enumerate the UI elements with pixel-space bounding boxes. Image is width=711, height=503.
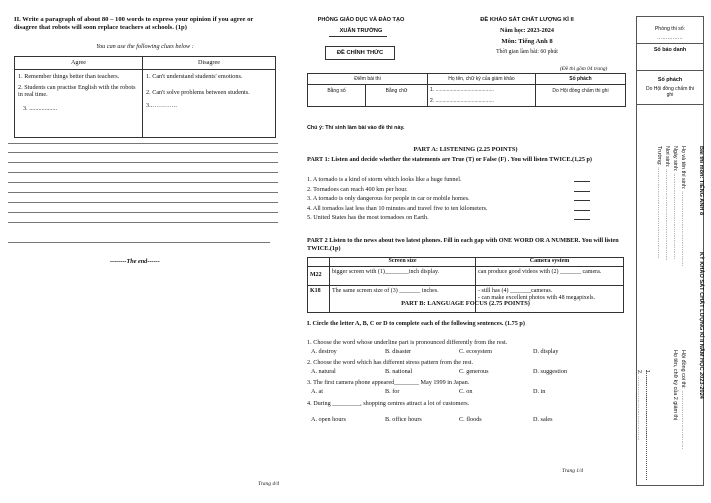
option[interactable]: A. natural: [311, 367, 336, 375]
statement: 4. All tornados last less than 10 minutes and travel five to ten kilometers.: [307, 204, 488, 212]
examiner-2[interactable]: 2. ..........................................: [430, 97, 494, 104]
disagree-item: 2. Can't solve problems between students.: [146, 88, 250, 96]
option[interactable]: D. in: [533, 387, 546, 395]
school-name: XUÂN TRƯỜNG: [339, 28, 383, 34]
model-label: K18: [308, 285, 330, 312]
option[interactable]: A. destroy: [311, 347, 337, 355]
examiner-1[interactable]: 1. ..........................................: [430, 87, 494, 94]
option[interactable]: D. suggestion: [533, 367, 568, 375]
option[interactable]: B. for: [385, 387, 400, 395]
option[interactable]: B. national: [385, 367, 413, 375]
proctor-label-vertical: Họ tên, chữ ký của 2 giám thị: [672, 350, 678, 421]
option[interactable]: C. generous: [459, 367, 489, 375]
department: PHÒNG GIÁO DỤC VÀ ĐÀO TẠO: [317, 17, 405, 23]
proctor-2-vertical[interactable]: 2. ………………………………: [636, 370, 642, 441]
score-words[interactable]: Bằng chữ: [366, 85, 428, 107]
disagree-header: Disagree: [143, 57, 276, 70]
school-year: Năm học: 2023-2024: [500, 27, 554, 34]
exam-time: Thời gian làm bài: 60 phút: [496, 49, 558, 55]
answer-blank[interactable]: [574, 186, 590, 192]
student-name-vertical[interactable]: Họ và tên thí sinh: ……………………………………: [680, 146, 686, 267]
subject-vertical: Bài thi môn: TIẾNG ANH 8: [698, 146, 704, 216]
clues-note: You can use the following clues below :: [96, 43, 194, 50]
statement: 5. United States has the most tornadoes on Earth.: [307, 214, 429, 221]
option[interactable]: A. at: [311, 387, 324, 395]
model-label: M22: [308, 266, 330, 285]
score-header: Điểm bài thi: [308, 74, 428, 85]
exam-title: ĐỀ KHẢO SÁT CHẤT LƯỢNG KÌ II: [480, 17, 574, 23]
examiner-header: Họ tên, chữ ký của giám khảo: [428, 74, 536, 85]
option[interactable]: D. sales: [533, 415, 553, 423]
dob-vertical[interactable]: Ngày sinh: …………………………………………: [672, 146, 678, 260]
question-4: [307, 400, 624, 425]
end-marker: --------The end------: [110, 258, 160, 265]
option[interactable]: C. on: [459, 387, 473, 395]
left-page-number: Trang 4/4: [258, 481, 280, 487]
screen-size-header: Screen size: [330, 258, 476, 267]
writing-line[interactable]: [8, 152, 278, 153]
part2-instructions: PART 2 Listen to the news about two latest phones. Fill in each gap with ONE WORD OR A NUMBER. You will listen TWICE.(1p): [307, 237, 619, 252]
writing-line[interactable]: [8, 202, 278, 203]
writing-line[interactable]: [8, 212, 278, 213]
option[interactable]: B. disaster: [385, 347, 412, 355]
council-vertical[interactable]: Hội đồng coi thi: ……………………………: [680, 350, 686, 450]
sophach-header: Số phách: [536, 74, 626, 85]
part-a-title: PART A: LISTENING (2.25 POINTS): [413, 146, 518, 153]
subject: Môn: Tiếng Anh 8: [501, 38, 553, 45]
instruction-text: Chú ý: Thí sinh làm bài vào đề thi này.: [307, 125, 405, 131]
question-text: 3. The first camera phone appeared________ May 1999 in Japan.: [307, 379, 470, 386]
screen-cell[interactable]: The same screen size of (3) _______ inches.: [330, 285, 476, 312]
option[interactable]: C. floods: [459, 415, 482, 423]
agree-item: 1. Remember things better than teachers.: [18, 72, 120, 80]
disagree-item: 1. Can't understand students' emotions.: [146, 72, 243, 80]
right-sophach: Số phách: [657, 77, 683, 83]
writing-section-title: II. Write a paragraph of about 80 – 100 words to express your opinion if you agree or disagree that robots will soon replace teachers at schools. (1p): [14, 16, 254, 32]
camera-header: Camera system: [476, 258, 624, 267]
score-table: [307, 73, 626, 107]
option[interactable]: C. ecosystem: [459, 347, 492, 355]
agree-disagree-table: [14, 56, 276, 138]
writing-line[interactable]: [8, 143, 278, 144]
writing-line[interactable]: [8, 182, 278, 183]
right-sophach-note: Do Hội đồng chấm thi ghi: [645, 86, 695, 99]
statement: 2. Tornadoes can reach 400 km per hour.: [307, 185, 408, 193]
answer-blank[interactable]: [574, 176, 590, 182]
section1-instructions: I. Circle the letter A, B, C or D to complete each of the following sentences. (1.75 p): [307, 320, 525, 327]
proctor-1-vertical[interactable]: 1. ………………………………: [644, 370, 650, 441]
agree-item: 2. Students can practise English with the robots in real time.: [18, 83, 136, 99]
disagree-item: 3.………….: [146, 102, 177, 110]
statement: 1. A tornado is a kind of storm which looks like a huge funnel.: [307, 176, 462, 183]
writing-line[interactable]: [8, 162, 278, 163]
pages-note: (Đề thi gồm 04 trang): [560, 66, 608, 72]
option[interactable]: D. display: [533, 347, 559, 355]
part1-instructions: PART 1: Listen and decide whether the statements are True (T) or False (F) . You will listen TWICE.(1,25 p): [307, 156, 592, 163]
option[interactable]: B. office hours: [385, 415, 422, 423]
statement: 3. A tornado is only dangerous for people in car or mobile homes.: [307, 195, 470, 202]
question-2: [307, 359, 624, 377]
option[interactable]: A. open hours: [311, 415, 346, 423]
score-number[interactable]: Bằng số: [308, 85, 366, 107]
writing-line[interactable]: [8, 172, 278, 173]
screen-cell[interactable]: bigger screen with (1)________inch display.: [330, 266, 476, 285]
agree-item: 3. ..................: [23, 105, 58, 112]
question-1: [307, 339, 624, 357]
sbd-label: Số báo danh: [653, 47, 687, 53]
part-b-title: PART B: LANGUAGE FOCUS (2.75 POINTS): [401, 300, 530, 307]
answer-blank[interactable]: [574, 205, 590, 211]
room-dots[interactable]: ……………: [657, 35, 683, 41]
statements-list: [307, 176, 590, 224]
question-text: 1. Choose the word whose underline part is pronounced differently from the rest.: [307, 339, 508, 346]
camera-cell[interactable]: can produce good videos with (2) _______ camera.: [476, 266, 624, 285]
instruction-note: [307, 125, 405, 132]
center-page-number: Trang 1/4: [562, 468, 584, 474]
question-text: 2. Choose the word which has different stress pattern from the rest.: [307, 359, 474, 366]
writing-line[interactable]: [8, 222, 278, 223]
camera-cell[interactable]: - still has (4) _______cameras.: [478, 287, 553, 294]
school-vertical[interactable]: Trường: ……………………………………………: [656, 146, 662, 259]
room-label: Phòng thi số:: [654, 26, 686, 32]
question-text: 4. During _________, shopping centres attract a lot of customers.: [307, 400, 470, 407]
exam-vertical: KỲ KHẢO SÁT CHẤT LƯỢNG KÌ II NĂM HỌC 2023-2024: [698, 252, 704, 399]
question-3: [307, 379, 624, 397]
birthplace-vertical[interactable]: Nơi sinh: ……………………………………………: [664, 146, 670, 261]
answer-blank[interactable]: [574, 195, 590, 201]
official-stamp: ĐỀ CHÍNH THỨC: [325, 46, 395, 60]
writing-line[interactable]: [8, 242, 270, 243]
sophach-note: Do Hội đồng chấm thi ghi: [536, 85, 626, 107]
agree-header: Agree: [15, 57, 143, 70]
answer-blank[interactable]: [574, 214, 590, 220]
writing-line[interactable]: [8, 192, 278, 193]
camera-cell-note: - can make excellent photos with 48 megapixels.: [478, 295, 595, 301]
